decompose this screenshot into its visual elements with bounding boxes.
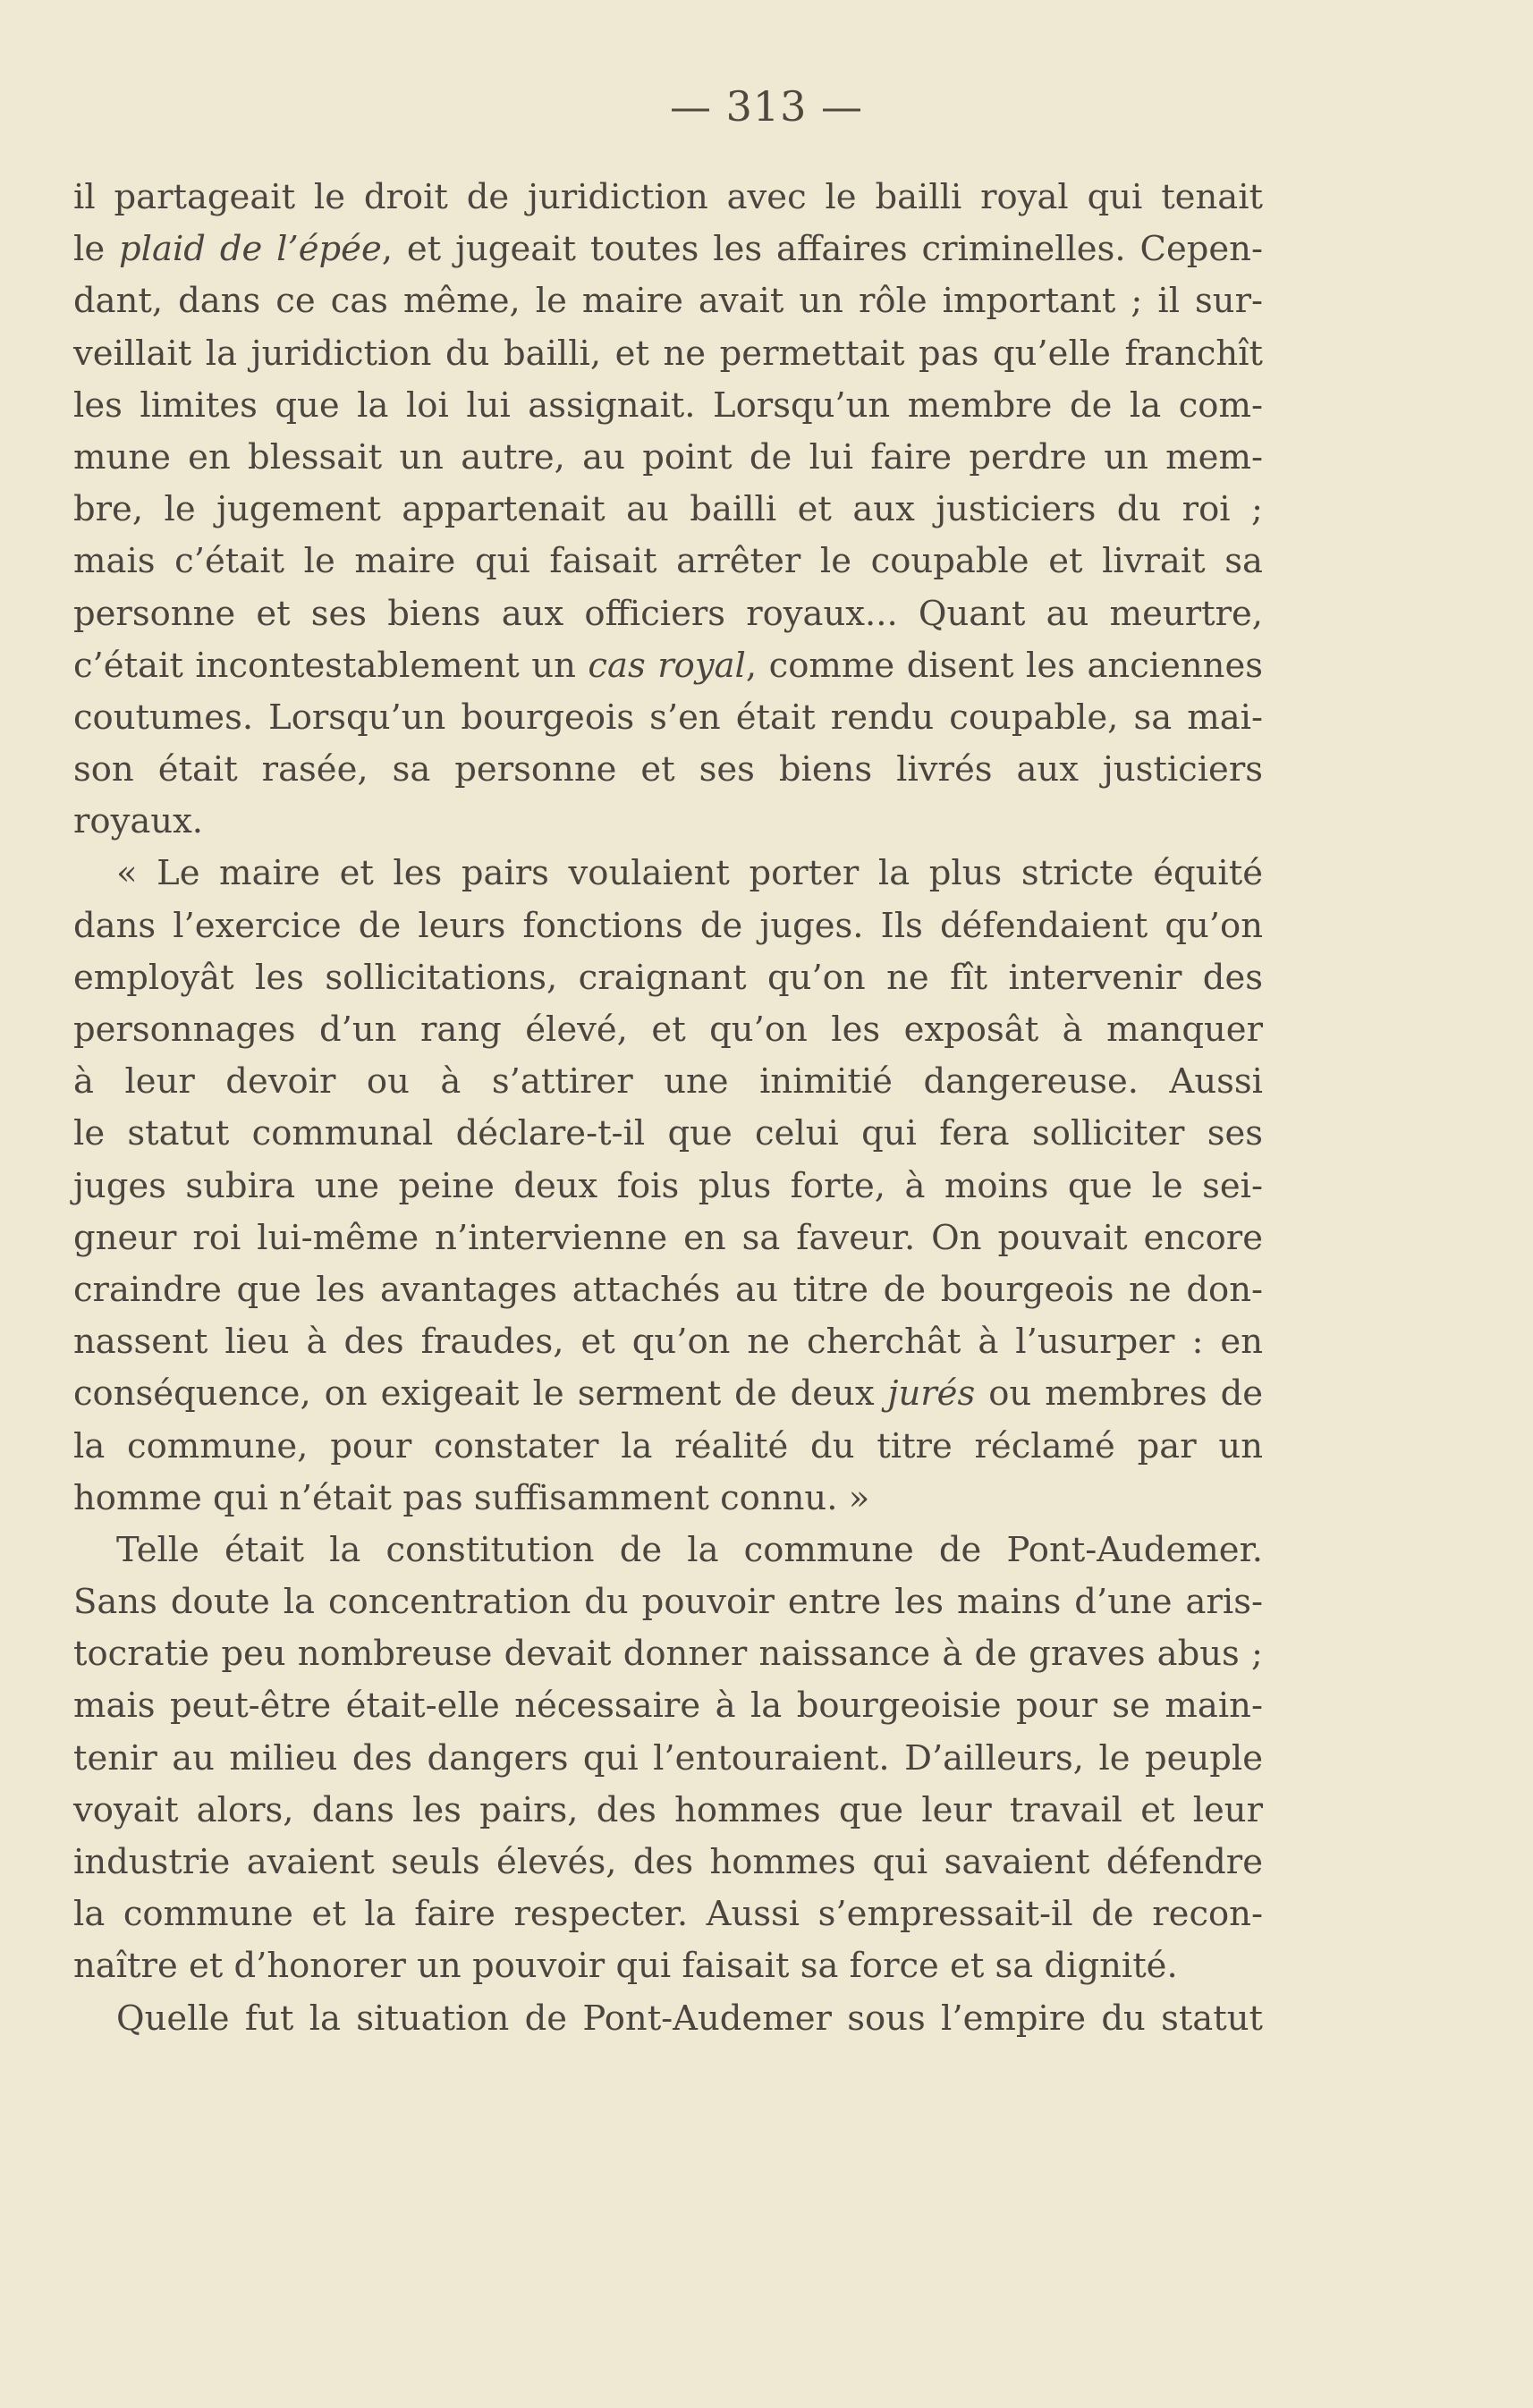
text-line [73,275,1263,327]
text-segment: il partageait le droit de juridiction avec le bailli royal qui tenait [73,177,1263,217]
text-segment: tenir au milieu des dangers qui l’entouraient. D’ailleurs, le peuple [73,1737,1263,1779]
text-line [73,952,1263,1004]
text-segment: ou membres de [975,1373,1263,1415]
text-segment: bre, le jugement appartenait au bailli et aux justiciers du roi ; [73,489,1263,530]
text-line [73,484,1263,536]
text-line [73,692,1263,744]
text-line [73,1004,1263,1056]
text-segment: le [73,229,120,270]
text-line [73,848,1263,900]
text-line [73,1108,1263,1160]
italic-text: jurés [887,1373,976,1415]
text-line [73,432,1263,484]
text-segment: Quelle fut la situation de Pont-Audemer sous l’empire du statut [116,1998,1263,2039]
text-segment: mais c’était le maire qui faisait arrêter le coupable et livrait sa [73,541,1263,582]
text-line [73,328,1263,380]
text-segment: conséquence, on exigeait le serment de deux [73,1373,888,1415]
text-segment: voyait alors, dans les pairs, des hommes que leur travail et leur [73,1789,1263,1830]
text-segment: craindre que les avantages attachés au titre de bourgeois ne don- [73,1269,1263,1310]
text-line [73,796,1263,848]
text-segment: , comme disent les anciennes [745,645,1263,686]
text-segment: le statut communal déclare-t-il que celui qui fera solliciter ses [73,1113,1263,1154]
text-line [73,1316,1263,1368]
text-segment: naître et d’honorer un pouvoir qui faisait sa force et sa dignité. [73,1946,1178,1987]
text-line [73,1161,1263,1212]
text-segment: industrie avaient seuls élevés, des hommes qui savaient défendre [73,1842,1263,1882]
italic-text: cas royal [588,645,746,686]
text-line [73,588,1263,640]
text-line [73,1993,1263,2045]
text-line [73,224,1263,275]
text-segment: mune en blessait un autre, au point de lui faire perdre un mem- [73,436,1263,477]
text-segment: la commune et la faire respecter. Aussi s’empressait-il de recon- [73,1894,1263,1935]
text-segment: juges subira une peine deux fois plus forte, à moins que le sei- [73,1165,1263,1206]
text-line [73,1525,1263,1576]
text-line [73,1421,1263,1473]
text-segment: la commune, pour constater la réalité du titre réclamé par un [73,1425,1263,1466]
text-line [73,536,1263,587]
text-segment: royaux. [73,801,204,842]
text-line [73,380,1263,432]
text-line [73,1837,1263,1888]
text-line [73,1940,1263,1992]
italic-text: plaid de l’épée [119,229,382,270]
body-text [73,172,1263,2045]
text-line [73,1212,1263,1264]
text-segment: Sans doute la concentration du pouvoir entre les mains d’une aris- [73,1582,1263,1623]
text-segment: Telle était la constitution de la commune de Pont-Audemer. [116,1529,1263,1570]
text-segment: les limites que la loi lui assignait. Lorsqu’un membre de la com- [73,384,1263,426]
text-line [73,1264,1263,1316]
text-segment: tocratie peu nombreuse devait donner naissance à de graves abus ; [73,1634,1263,1675]
text-segment: mais peut-être était-elle nécessaire à la bourgeoisie pour se main- [73,1686,1263,1727]
text-line [73,1680,1263,1732]
text-segment: nassent lieu à des fraudes, et qu’on ne cherchât à l’usurper : en [73,1322,1263,1363]
text-line [73,1628,1263,1680]
text-segment: dant, dans ce cas même, le maire avait un rôle important ; il sur- [73,281,1263,322]
page-number: — 313 — [669,82,864,131]
text-segment: veillait la juridiction du bailli, et ne permettait pas qu’elle franchît [73,333,1263,374]
text-segment: homme qui n’était pas suffisamment connu. » [73,1477,870,1518]
text-line [73,1733,1263,1785]
text-segment: employât les sollicitations, craignant qu’on ne fît intervenir des [73,957,1263,998]
text-segment: c’était incontestablement un [73,645,589,686]
text-segment: dans l’exercice de leurs fonctions de juges. Ils défendaient qu’on [73,905,1263,946]
text-line [73,640,1263,692]
text-line [73,744,1263,796]
text-segment: , et jugeait toutes les affaires criminelles. Cepen- [381,229,1263,270]
text-segment: personnages d’un rang élevé, et qu’on les exposât à manquer [73,1010,1263,1050]
text-line [73,1056,1263,1108]
text-line [73,1576,1263,1628]
text-segment: coutumes. Lorsqu’un bourgeois s’en était rendu coupable, sa mai- [73,697,1263,738]
text-segment: son était rasée, sa personne et ses biens livrés aux justiciers [73,749,1263,790]
text-line [73,1368,1263,1420]
text-line [73,172,1263,224]
text-line [73,900,1263,952]
text-line [73,1785,1263,1837]
text-segment: à leur devoir ou à s’attirer une inimitié dangereuse. Aussi [73,1061,1263,1103]
text-segment: « Le maire et les pairs voulaient porter la plus stricte équité [116,853,1263,894]
text-line [73,1888,1263,1940]
text-segment: gneur roi lui-même n’intervienne en sa faveur. On pouvait encore [73,1217,1263,1258]
text-line [73,1473,1263,1525]
text-segment: personne et ses biens aux officiers royaux... Quant au meurtre, [73,593,1263,634]
